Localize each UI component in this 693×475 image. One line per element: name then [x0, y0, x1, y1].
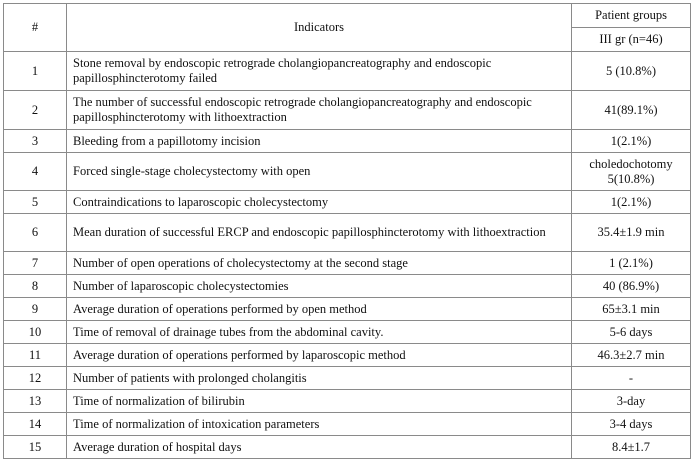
table-row: [4, 436, 691, 459]
header-group: III gr (n=46): [572, 28, 691, 52]
table-row: [4, 252, 691, 275]
indicator-cell: Number of laparoscopic cholecystectomies: [67, 275, 572, 298]
indicator-cell: Average duration of operations performed by laparoscopic method: [67, 344, 572, 367]
table-row: [4, 153, 691, 191]
table-row: [4, 413, 691, 436]
header-patient-groups: Patient groups: [572, 4, 691, 28]
row-number-cell: 7: [4, 252, 67, 275]
table-row: [4, 390, 691, 413]
value-cell: 3-4 days: [572, 413, 691, 436]
indicator-cell: Bleeding from a papillotomy incision: [67, 130, 572, 153]
value-cell: 41(89.1%): [572, 91, 691, 130]
indicator-cell: Number of open operations of cholecystectomy at the second stage: [67, 252, 572, 275]
value-cell: 1 (2.1%): [572, 252, 691, 275]
table-header: [4, 4, 691, 52]
table-row: [4, 191, 691, 214]
value-cell: 65±3.1 min: [572, 298, 691, 321]
value-cell: 8.4±1.7: [572, 436, 691, 459]
value-cell: 40 (86.9%): [572, 275, 691, 298]
indicator-cell: Stone removal by endoscopic retrograde cholangiopancreatography and endoscopic papillosphincterotomy failed: [67, 52, 572, 91]
value-cell: 5 (10.8%): [572, 52, 691, 91]
row-number-cell: 11: [4, 344, 67, 367]
value-cell: -: [572, 367, 691, 390]
row-number-cell: 9: [4, 298, 67, 321]
row-number-cell: 14: [4, 413, 67, 436]
table-row: [4, 367, 691, 390]
table-row: [4, 91, 691, 130]
value-cell: 1(2.1%): [572, 191, 691, 214]
header-indicators: Indicators: [67, 4, 572, 52]
row-number-cell: 13: [4, 390, 67, 413]
value-cell: 3-day: [572, 390, 691, 413]
indicator-cell: Time of normalization of intoxication parameters: [67, 413, 572, 436]
results-table-container: [3, 3, 690, 459]
table-row: [4, 275, 691, 298]
row-number-cell: 8: [4, 275, 67, 298]
indicator-cell: Number of patients with prolonged cholangitis: [67, 367, 572, 390]
indicator-cell: Mean duration of successful ERCP and endoscopic papillosphincterotomy with lithoextraction: [67, 214, 572, 252]
indicator-cell: The number of successful endoscopic retrograde cholangiopancreatography and endoscopic papillosphincterotomy with lithoextraction: [67, 91, 572, 130]
value-cell: 46.3±2.7 min: [572, 344, 691, 367]
indicator-cell: Time of normalization of bilirubin: [67, 390, 572, 413]
indicator-cell: Time of removal of drainage tubes from the abdominal cavity.: [67, 321, 572, 344]
value-cell: choledochotomy 5(10.8%): [572, 153, 691, 191]
row-number-cell: 2: [4, 91, 67, 130]
indicator-cell: Forced single-stage cholecystectomy with open: [67, 153, 572, 191]
indicator-cell: Average duration of operations performed by open method: [67, 298, 572, 321]
indicator-cell: Contraindications to laparoscopic cholecystectomy: [67, 191, 572, 214]
row-number-cell: 1: [4, 52, 67, 91]
row-number-cell: 15: [4, 436, 67, 459]
header-num: #: [4, 4, 67, 52]
row-number-cell: 12: [4, 367, 67, 390]
table-row: [4, 344, 691, 367]
table-row: [4, 214, 691, 252]
row-number-cell: 3: [4, 130, 67, 153]
value-cell: 35.4±1.9 min: [572, 214, 691, 252]
indicator-cell: Average duration of hospital days: [67, 436, 572, 459]
table-body: [4, 52, 691, 459]
table-row: [4, 130, 691, 153]
row-number-cell: 5: [4, 191, 67, 214]
table-row: [4, 321, 691, 344]
value-cell: 1(2.1%): [572, 130, 691, 153]
value-cell: 5-6 days: [572, 321, 691, 344]
row-number-cell: 10: [4, 321, 67, 344]
table-row: [4, 52, 691, 91]
results-table: [3, 3, 691, 459]
row-number-cell: 6: [4, 214, 67, 252]
row-number-cell: 4: [4, 153, 67, 191]
table-row: [4, 298, 691, 321]
